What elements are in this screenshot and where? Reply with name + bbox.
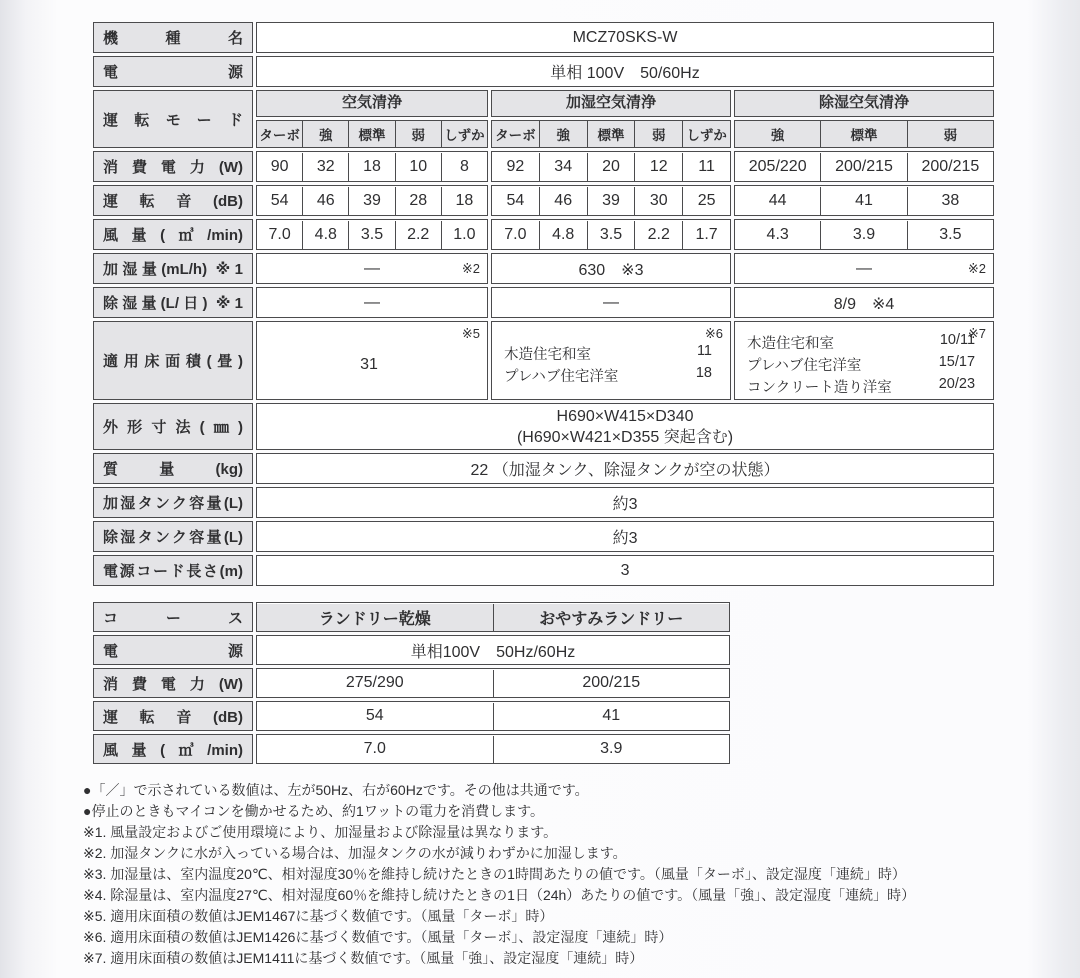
row-power-source: [93, 56, 994, 87]
dash-value: —: [364, 259, 380, 277]
dehumidification-air-clean: —: [256, 287, 488, 318]
value-cell: 7.0: [363, 740, 386, 757]
row-course-power: [93, 635, 730, 665]
value-cell: 275/290: [345, 674, 404, 691]
footnote-line: ※7. 適用床面積の数値はJEM1411に基づく数値です。（風量「強」、設定湿度「連続」時）: [83, 950, 644, 966]
value-cell: 32: [302, 153, 348, 181]
value-cell: 3.9: [820, 221, 906, 249]
value-cell: 2.2: [395, 221, 441, 249]
power-source-value: 単相 100V 50/60Hz: [256, 56, 994, 87]
value-cell: 8: [441, 153, 487, 181]
footnote-line: ※4. 除湿量は、室内温度27℃、相対湿度60％を維持し続けたときの1日（24h）あたりの値です。（風量「強」、設定湿度「連続」時）: [83, 887, 916, 903]
row-operation-mode: [93, 90, 994, 148]
mode-subheader-cell: しずか: [441, 121, 487, 147]
mode-group-title: 除湿空気清浄: [734, 90, 994, 117]
value-cell: 4.8: [539, 221, 587, 249]
footnotes: [83, 780, 1080, 969]
floor-area-item: 木造住宅和室 10/11: [747, 332, 976, 352]
value-cell: 46: [539, 187, 587, 215]
dehumid-tank-label: 除湿タンク容量(L): [93, 521, 253, 552]
operation-mode-label: 運転モード: [93, 90, 253, 148]
mode-subheader-cell: 弱: [907, 121, 993, 147]
footnote-line: ※1. 風量設定およびご使用環境により、加湿量および除湿量は異なります。: [83, 824, 558, 840]
mode-group-humid-clean: [491, 90, 731, 148]
airflow-label: 風量(㎥/min): [93, 219, 253, 250]
value-cell: 41: [493, 703, 730, 730]
value-cell: 90: [270, 157, 289, 175]
value-cell: 39: [348, 187, 394, 215]
value-cell: 200/215: [493, 670, 730, 697]
row-humidification-amount: [93, 253, 994, 284]
mode-subheader-cell: 強: [770, 128, 785, 143]
value-cell: 34: [539, 153, 587, 181]
value-cell: 200/215: [820, 153, 906, 181]
value-cell: 3.9: [493, 736, 730, 763]
cord-length-value: 3: [256, 555, 994, 586]
power-consumption-label: 消費電力(W): [93, 151, 253, 182]
row-course-noise: [93, 701, 730, 731]
floor-area-item: 木造住宅和室 11: [504, 343, 712, 363]
row-floor-area: [93, 321, 994, 400]
mode-subheader-row: [491, 120, 731, 148]
mode-subheader-cell: 標準: [820, 121, 906, 147]
dehumid-tank-value: 約3: [256, 521, 994, 552]
course-column-header: おやすみランドリー: [493, 604, 730, 631]
footnote-line: ※6. 適用床面積の数値はJEM1426に基づく数値です。（風量「ターボ」、設定湿度「連続」時）: [83, 929, 673, 945]
course-spec-table: [90, 599, 733, 767]
operating-noise-label: 運転音(dB): [93, 185, 253, 216]
value-cell: 200/215: [907, 153, 993, 181]
humid-tank-label: 加湿タンク容量(L): [93, 487, 253, 518]
footnote-line: ※5. 適用床面積の数値はJEM1467に基づく数値です。（風量「ターボ」時）: [83, 908, 554, 924]
value-cell: 54: [365, 707, 384, 724]
note-ref: ※6: [704, 326, 723, 341]
row-dimensions: [93, 403, 994, 450]
course-noise-label: 運転音(dB): [93, 701, 253, 731]
row-dehumidifying-tank: [93, 521, 994, 552]
mode-subheader-cell: ターボ: [495, 128, 536, 143]
value-cell: 4.3: [766, 225, 789, 243]
value-cell: 18: [348, 153, 394, 181]
dehumidification-humid-clean: —: [491, 287, 731, 318]
value-cell: 2.2: [634, 221, 682, 249]
value-cell: 1.0: [441, 221, 487, 249]
course-airflow-label: 風量(㎥/min): [93, 734, 253, 764]
row-dehumidification-amount: [93, 287, 994, 318]
cord-length-label: 電源コード長さ(m): [93, 555, 253, 586]
note-ref: ※2: [461, 260, 480, 276]
note-ref: ※2: [967, 260, 987, 276]
mode-subheader-cell: 弱: [634, 121, 682, 147]
value-cell: 46: [302, 187, 348, 215]
mode-subheader-cell: しずか: [682, 121, 730, 147]
value-cell: 20: [587, 153, 635, 181]
row-power-consumption: [93, 151, 994, 182]
value-cell: 28: [395, 187, 441, 215]
main-spec-table: [90, 19, 997, 589]
row-weight: [93, 453, 994, 484]
row-course-power-consumption: [93, 668, 730, 698]
course-power-value: 単相100V 50Hz/60Hz: [256, 635, 730, 665]
floor-area-item: プレハブ住宅洋室 18: [504, 365, 712, 385]
mode-group-air-clean: [256, 90, 488, 148]
row-course: [93, 602, 730, 632]
mode-subheader-cell: 強: [539, 121, 587, 147]
floor-area-item: プレハブ住宅洋室 15/17: [747, 354, 976, 374]
weight-value: 22 （加湿タンク、除湿タンクが空の状態）: [256, 453, 994, 484]
footnote-line: ●停止のときもマイコンを働かせるため、約1ワットの電力を消費します。: [83, 803, 545, 819]
value-cell: 1.7: [682, 221, 730, 249]
dimensions-label: 外形寸法(㎜): [93, 403, 253, 450]
floor-area-value: 31: [360, 355, 378, 373]
model-name-value: MCZ70SKS-W: [256, 22, 994, 53]
row-operating-noise: [93, 185, 994, 216]
value-cell: 38: [907, 187, 993, 215]
value-cell: 44: [768, 191, 787, 209]
row-cord-length: [93, 555, 994, 586]
note-ref: ※5: [461, 326, 480, 341]
dehumidification-dehumid-clean: 8/9 ※4: [734, 287, 994, 318]
value-cell: 205/220: [748, 157, 807, 175]
dimensions-value: H690×W415×D340 (H690×W421×D355 突起含む): [256, 403, 994, 450]
value-cell: 10: [395, 153, 441, 181]
floor-area-label: 適用床面積(畳): [93, 321, 253, 400]
value-cell: 54: [506, 191, 525, 209]
mode-subheader-cell: 強: [302, 121, 348, 147]
dash-value: —: [856, 259, 873, 277]
mode-subheader-cell: 標準: [348, 121, 394, 147]
course-column-header: ランドリー乾燥: [257, 604, 493, 631]
mode-subheader-cell: ターボ: [259, 128, 300, 143]
model-name-label: 機種名: [93, 22, 253, 53]
floor-area-humid-clean: [491, 321, 731, 400]
mode-subheader-row: [734, 120, 994, 148]
course-label: コース: [93, 602, 253, 632]
value-cell: 12: [634, 153, 682, 181]
value-cell: 18: [441, 187, 487, 215]
mode-subheader-cell: 弱: [395, 121, 441, 147]
humid-tank-value: 約3: [256, 487, 994, 518]
value-cell: 7.0: [504, 225, 527, 243]
power-source-label: 電源: [93, 56, 253, 87]
value-cell: 3.5: [348, 221, 394, 249]
mode-group-title: 空気清浄: [256, 90, 488, 117]
humidification-humid-clean: 630 ※3: [491, 253, 731, 284]
floor-area-air-clean: [256, 321, 488, 400]
course-power-consumption-label: 消費電力(W): [93, 668, 253, 698]
row-humidifying-tank: [93, 487, 994, 518]
value-cell: 30: [634, 187, 682, 215]
value-cell: 3.5: [587, 221, 635, 249]
value-cell: 41: [820, 187, 906, 215]
course-power-label: 電源: [93, 635, 253, 665]
footnote-line: ※2. 加湿タンクに水が入っている場合は、加湿タンクの水が減りわずかに加湿します。: [83, 845, 627, 861]
footnote-line: ●「／」で示されている数値は、左が50Hz、右が60Hzです。その他は共通です。: [83, 782, 589, 798]
mode-subheader-row: [256, 120, 488, 148]
value-cell: 3.5: [907, 221, 993, 249]
footnote-line: ※3. 加湿量は、室内温度20℃、相対湿度30％を維持し続けたときの1時間あたりの値です。（風量「ターボ」、設定湿度「連続」時）: [83, 866, 906, 882]
value-cell: 11: [682, 153, 730, 181]
value-cell: 25: [682, 187, 730, 215]
note-ref: ※7: [967, 326, 987, 341]
value-cell: 4.8: [302, 221, 348, 249]
value-cell: 92: [506, 157, 525, 175]
dehumidification-label: 除湿量(L/日) ※1: [93, 287, 253, 318]
row-airflow: [93, 219, 994, 250]
floor-area-item: コンクリート造り洋室 20/23: [747, 376, 976, 396]
humidification-dehumid-clean: [734, 253, 994, 284]
floor-area-dehumid-clean: [734, 321, 994, 400]
weight-label: 質量(kg): [93, 453, 253, 484]
value-cell: 39: [587, 187, 635, 215]
mode-group-dehumid-clean: [734, 90, 994, 148]
row-course-airflow: [93, 734, 730, 764]
row-model-name: [93, 22, 994, 53]
value-cell: 54: [270, 191, 289, 209]
mode-subheader-cell: 標準: [587, 121, 635, 147]
value-cell: 7.0: [268, 225, 291, 243]
humidification-air-clean: [256, 253, 488, 284]
humidification-label: 加湿量(mL/h) ※1: [93, 253, 253, 284]
mode-group-title: 加湿空気清浄: [491, 90, 731, 117]
